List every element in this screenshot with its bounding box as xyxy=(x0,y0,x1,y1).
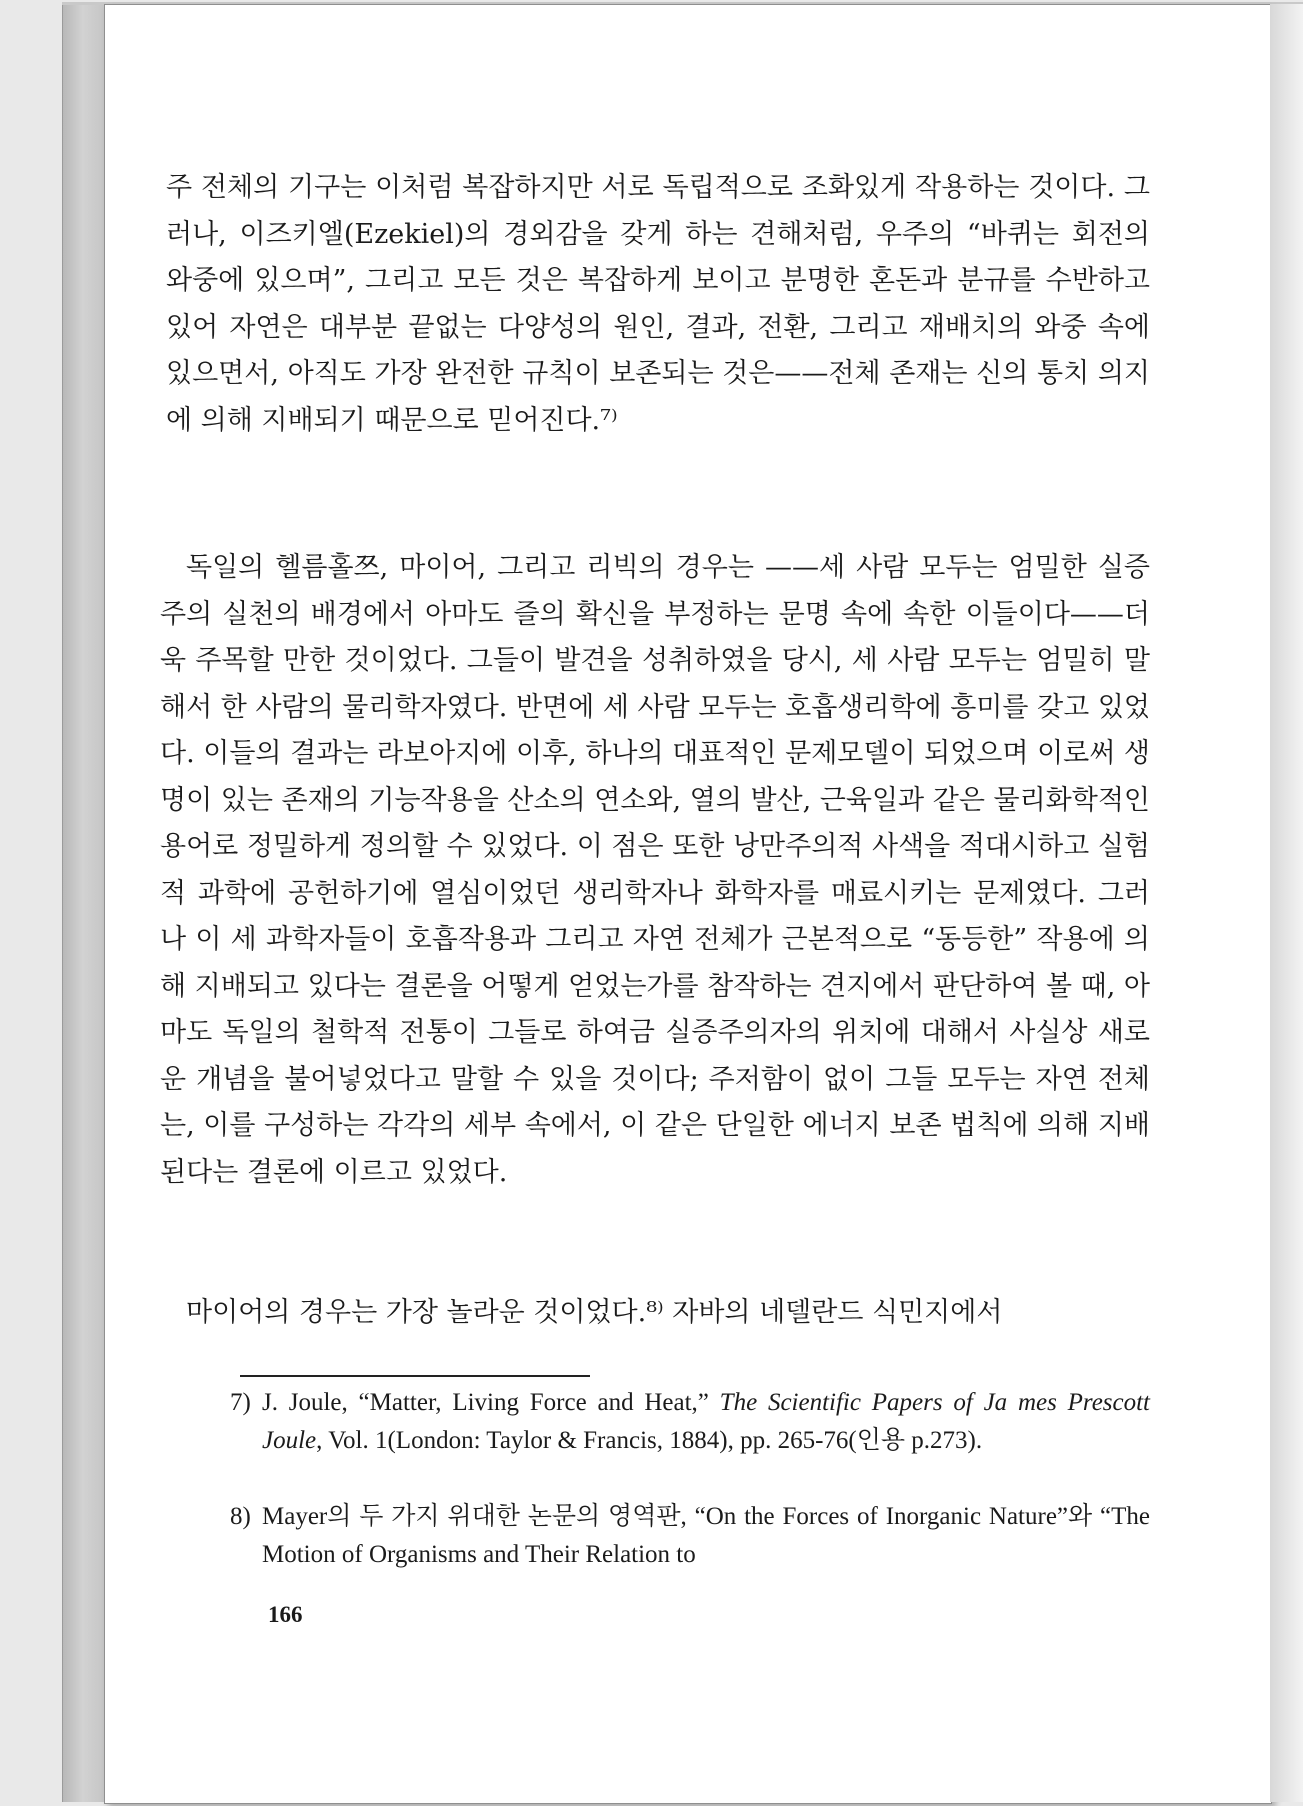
footnote-title: The Scientific Papers of Ja mes Prescott Joule xyxy=(262,1389,1151,1454)
footnote-text: J. Joule, “Matter, Living Force and Heat,” xyxy=(262,1389,720,1416)
footnote-number: 8) xyxy=(230,1503,251,1530)
footnote-number: 7) xyxy=(230,1389,251,1416)
footnote-divider xyxy=(240,1375,590,1377)
footnote-7 xyxy=(230,1384,1151,1460)
footnote-text: , Vol. 1(London: Taylor & Francis, 1884), pp. 265-76(인용 p.273). xyxy=(316,1427,983,1454)
footnote-text: Mayer의 두 가지 위대한 논문의 영역판, “On the Forces of Inorganic Nature”와 “The Motion of Organisms and Their Relation to xyxy=(262,1503,1150,1568)
paragraph-german-scientists: 독일의 헬름홀쯔, 마이어, 그리고 리빅의 경우는 ——세 사람 모두는 엄밀한 실증주의 실천의 배경에서 아마도 즐의 확신을 부정하는 문명 속에 속한 이들이다——더욱 주목할 만한 것이었다. 그들이 발견을 성취하였을 당시, 세 사람 모두는 엄밀히 말해서 한 사람의 물리학자였다. 반면에 세 사람 모두는 호흡생리학에 흥미를 갖고 있었다. 이들의 결과는 라보아지에 이후, 하나의 대표적인 문제모델이 되었으며 이로써 생명이 있는 존재의 기능작용을 산소의 연소와, 열의 발산, 근육일과 같은 물리화학적인 용어로 정밀하게 정의할 수 있었다. 이 점은 또한 낭만주의적 사색을 적대시하고 실험적 과학에 공헌하기에 열심이었던 생리학자나 화학자를 매료시키는 문제였다. 그러나 이 세 과학자들이 호흡작용과 그리고 자연 전체가 근본적으로 “동등한” 작용에 의해 지배되고 있다는 결론을 어떻게 얻었는가를 참작하는 견지에서 판단하여 볼 때, 아마도 독일의 철학적 전통이 그들로 하여금 실증주의자의 위치에 대해서 사실상 새로운 개념을 불어넣었다고 말할 수 있을 것이다; 주저함이 없이 그들 모두는 자연 전체는, 이를 구성하는 각각의 세부 속에서, 이 같은 단일한 에너지 보존 법칙에 의해 지배된다는 결론에 이르고 있었다. xyxy=(160,552,1150,1188)
paragraph-mayer: 마이어의 경우는 가장 놀라운 것이었다.⁸⁾ 자바의 네델란드 식민지에서 xyxy=(186,1297,1003,1328)
paragraph-continued: 주 전체의 기구는 이처럼 복잡하지만 서로 독립적으로 조화있게 작용하는 것이다. 그러나, 이즈키엘(Ezekiel)의 경외감을 갖게 하는 견해처럼, 우주의 “바퀴는 회전의 와중에 있으며”, 그리고 모든 것은 복잡하게 보이고 분명한 혼돈과 분규를 수반하고 있어 자연은 대부분 끝없는 다양성의 원인, 결과, 전환, 그리고 재배치의 와중 속에 있으면서, 아직도 가장 완전한 규칙이 보존되는 것은——전체 존재는 신의 통치 의지에 의해 지배되기 때문으로 믿어진다.⁷⁾ xyxy=(166,172,1150,436)
page-number: 166 xyxy=(268,1602,303,1627)
footnote-8 xyxy=(230,1498,1150,1574)
page-right-shade xyxy=(1270,4,1303,1802)
book-spine xyxy=(62,2,107,1802)
